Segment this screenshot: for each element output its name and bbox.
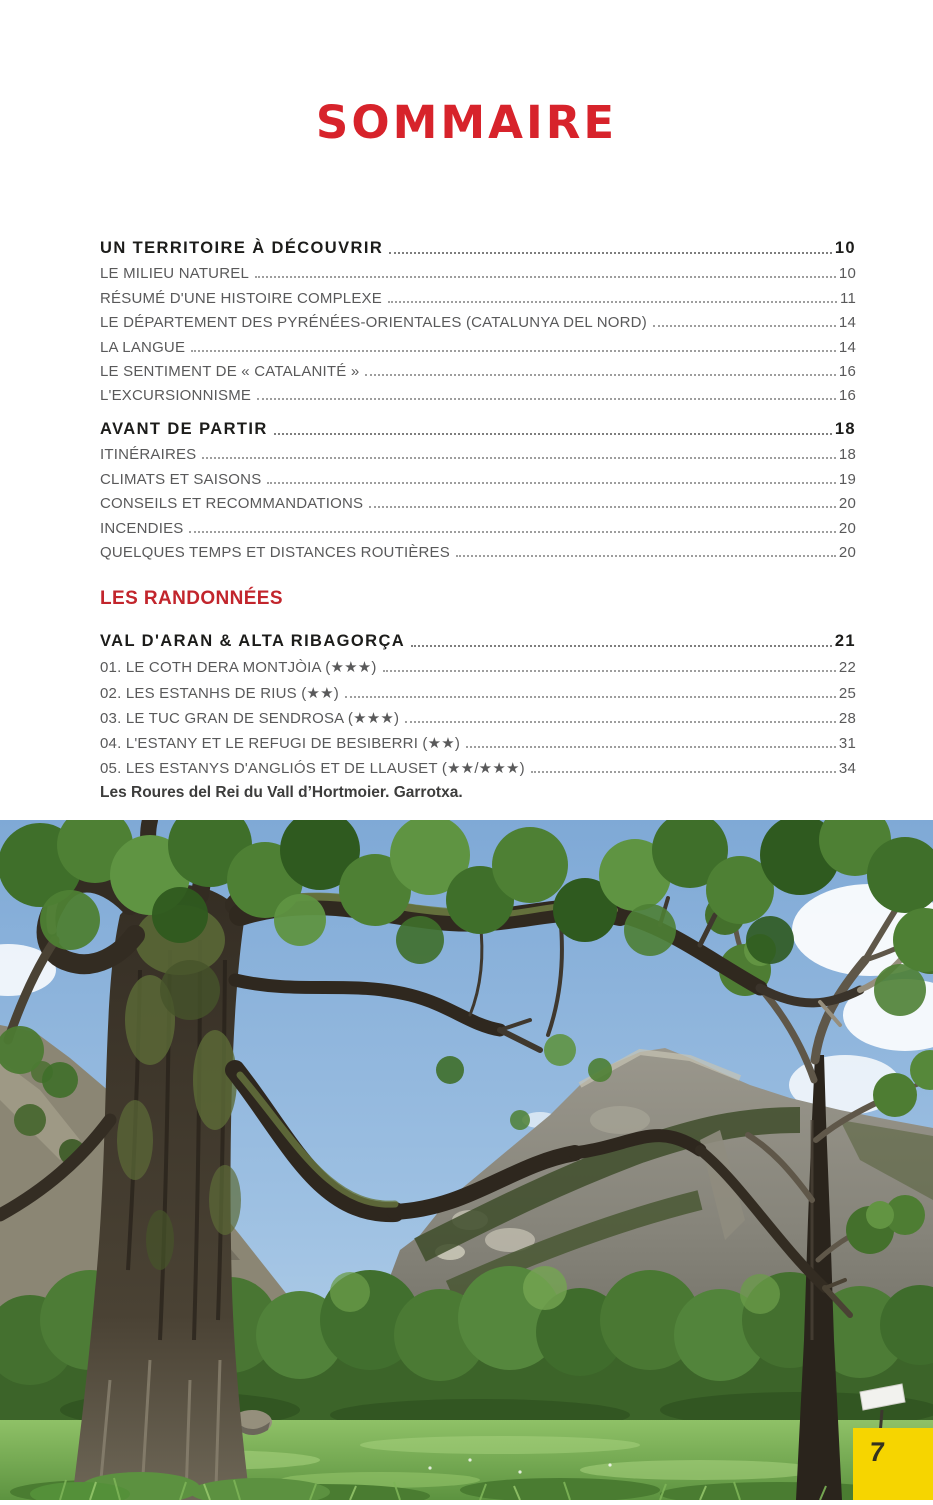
toc-heading-page: 21 — [834, 632, 856, 650]
toc-entry-page: 34 — [838, 760, 856, 778]
dot-leader — [388, 301, 837, 303]
toc-entry-label: LA LANGUE — [100, 338, 186, 356]
toc-entry — [100, 439, 856, 463]
dot-leader — [191, 350, 836, 352]
toc-entry-page: 20 — [838, 543, 856, 561]
toc-entry-page: 10 — [838, 265, 856, 283]
toc-entry — [100, 651, 856, 676]
toc-entry — [100, 463, 856, 487]
toc-entry-page: 20 — [838, 519, 856, 537]
dot-leader — [531, 771, 836, 773]
dot-leader — [345, 696, 836, 698]
toc-section-val-daran — [100, 623, 856, 777]
toc-entry-label: LE SENTIMENT DE « CATALANITÉ » — [100, 362, 360, 380]
toc-entry-label: 05. LES ESTANYS D'ANGLIÓS ET DE LLAUSET (★★/★★★) — [100, 760, 525, 778]
toc-entry-page: 18 — [838, 446, 856, 464]
toc-heading-page: 10 — [834, 239, 856, 257]
page-number-tab — [853, 1428, 933, 1500]
toc-heading-row — [100, 623, 856, 651]
toc-heading-label: UN TERRITOIRE À DÉCOUVRIR — [100, 239, 384, 257]
toc-entry-page: 19 — [838, 470, 856, 488]
toc-section-avant-de-partir — [100, 411, 856, 561]
toc-entry-page: 28 — [838, 709, 856, 727]
dot-leader — [369, 506, 836, 508]
toc-entry — [100, 512, 856, 536]
toc-entry-label: RÉSUMÉ D'UNE HISTOIRE COMPLEXE — [100, 289, 382, 307]
dot-leader — [365, 374, 836, 376]
dot-leader — [189, 531, 835, 533]
dot-leader — [389, 252, 832, 254]
toc-entry-label: 04. L'ESTANY ET LE REFUGI DE BESIBERRI (★★) — [100, 735, 461, 753]
toc-entry-label: L'EXCURSIONNISME — [100, 387, 252, 405]
dot-leader — [411, 645, 832, 647]
toc-entry-label: 02. LES ESTANHS DE RIUS (★★) — [100, 684, 339, 702]
toc-entry-page: 16 — [838, 387, 856, 405]
toc-entry — [100, 258, 856, 282]
toc-heading-label: AVANT DE PARTIR — [100, 420, 268, 438]
dot-leader — [255, 276, 836, 278]
toc-entry-label: LE MILIEU NATUREL — [100, 265, 249, 283]
toc-entry-page: 14 — [838, 338, 856, 356]
toc-entry-label: INCENDIES — [100, 519, 184, 537]
toc-entry — [100, 307, 856, 331]
page-title: SOMMAIRE — [315, 96, 618, 149]
toc-entry-page: 22 — [838, 659, 856, 677]
toc-entry — [100, 752, 856, 777]
toc-entry-label: LE DÉPARTEMENT DES PYRÉNÉES-ORIENTALES (CATALUNYA DEL NORD) — [100, 314, 647, 332]
photo-oak-tree-garrotxa — [0, 820, 933, 1500]
toc-heading-row — [100, 230, 856, 258]
toc-entry-label: QUELQUES TEMPS ET DISTANCES ROUTIÈRES — [100, 543, 450, 561]
toc-entry — [100, 727, 856, 752]
dot-leader — [267, 482, 835, 484]
dot-leader — [257, 398, 836, 400]
dot-leader — [274, 433, 832, 435]
toc-entry — [100, 488, 856, 512]
toc-entry — [100, 537, 856, 561]
dot-leader — [653, 325, 836, 327]
dot-leader — [202, 457, 836, 459]
photo-caption: Les Roures del Rei du Vall d’Hortmoier. Garrotxa. — [100, 784, 463, 801]
les-randonnees-heading: LES RANDONNÉES — [100, 588, 283, 609]
toc-entry — [100, 676, 856, 701]
toc-entry-page: 16 — [838, 362, 856, 380]
toc-entry-page: 25 — [838, 684, 856, 702]
toc-entry-page: 20 — [838, 495, 856, 513]
toc-entry-label: 01. LE COTH DERA MONTJÒIA (★★★) — [100, 659, 377, 677]
dot-leader — [456, 555, 836, 557]
toc-heading-label: VAL D'ARAN & ALTA RIBAGORÇA — [100, 632, 406, 650]
toc-entry-page: 31 — [838, 735, 856, 753]
dot-leader — [405, 721, 836, 723]
toc-heading-row — [100, 411, 856, 439]
toc-section-territoire — [100, 230, 856, 404]
toc-entry-label: CLIMATS ET SAISONS — [100, 470, 262, 488]
toc-entry — [100, 380, 856, 404]
toc-entry — [100, 331, 856, 355]
dot-leader — [383, 670, 836, 672]
toc-entry-label: CONSEILS ET RECOMMANDATIONS — [100, 495, 364, 513]
toc-entry-label: ITINÉRAIRES — [100, 446, 197, 464]
page-number: 7 — [868, 1437, 887, 1467]
toc-entry — [100, 702, 856, 727]
toc-entry-label: 03. LE TUC GRAN DE SENDROSA (★★★) — [100, 709, 400, 727]
toc-entry-page: 14 — [838, 314, 856, 332]
toc-entry-page: 11 — [840, 289, 856, 307]
toc-entry — [100, 356, 856, 380]
toc-heading-page: 18 — [834, 420, 856, 438]
toc-entry — [100, 282, 856, 306]
dot-leader — [466, 746, 836, 748]
